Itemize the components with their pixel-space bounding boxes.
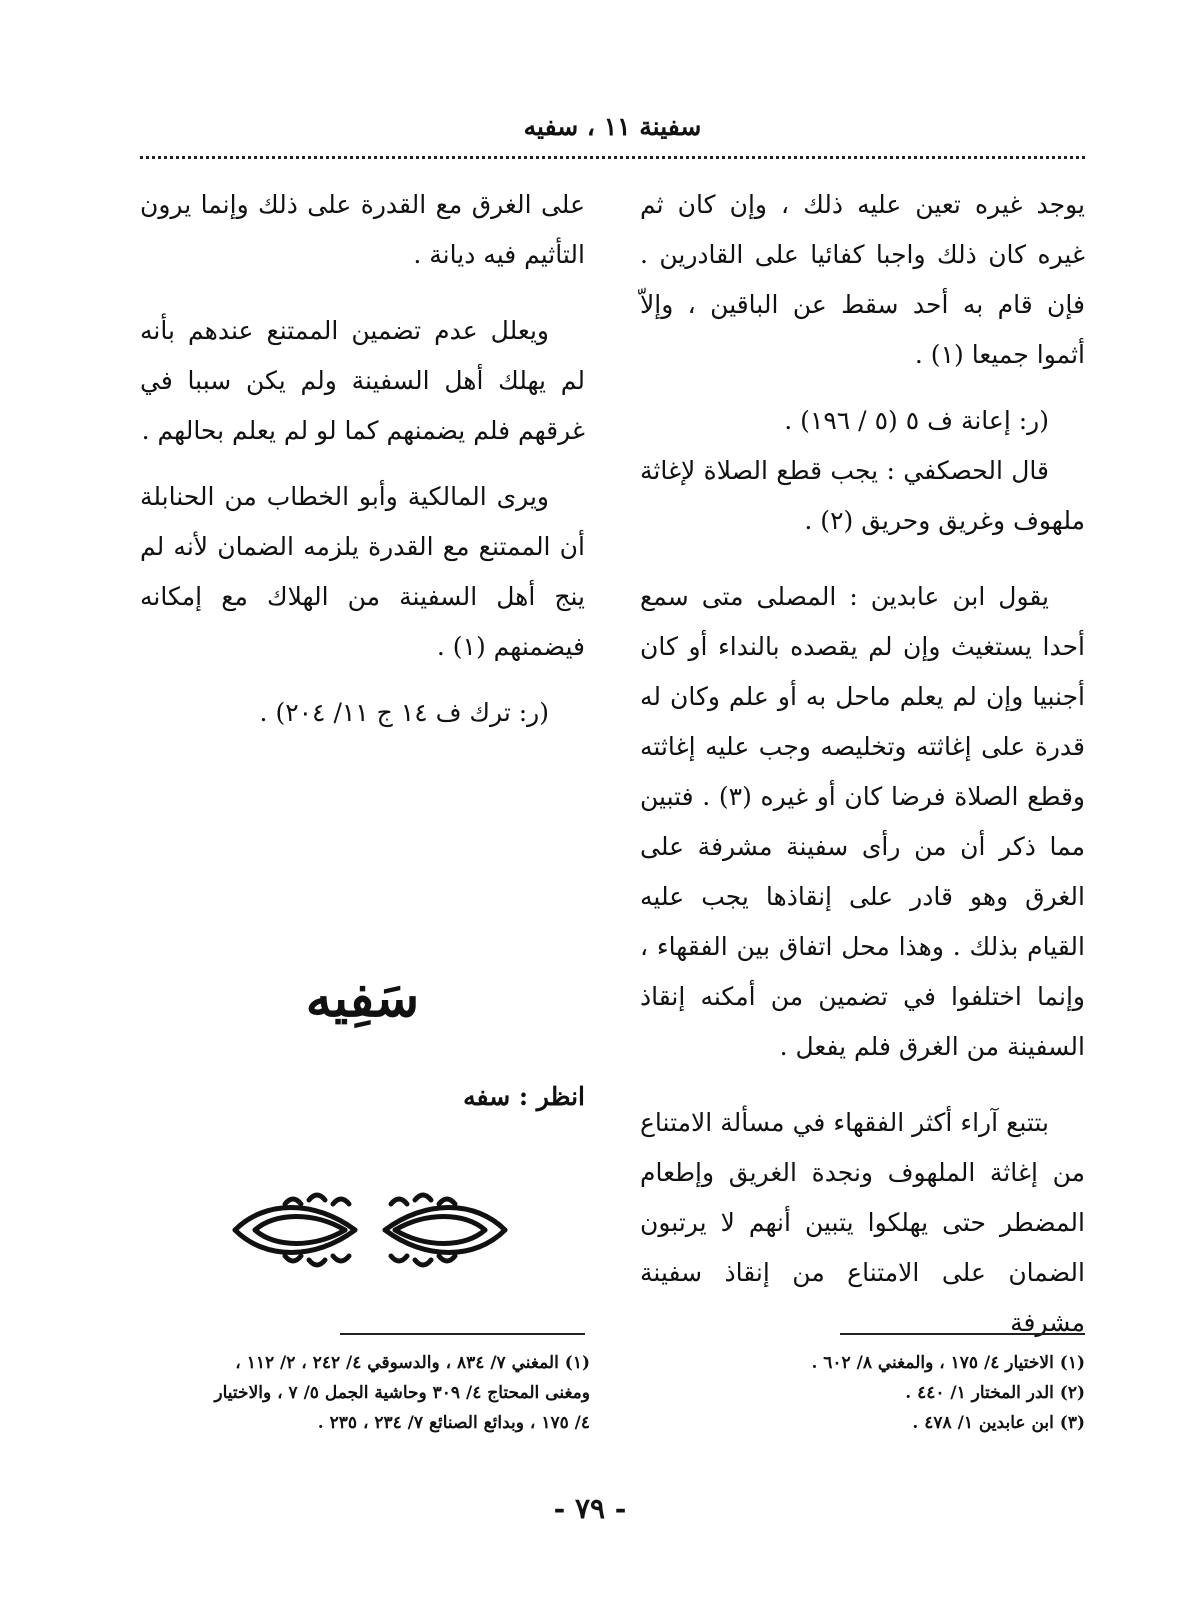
footnotes-left bbox=[140, 1348, 590, 1438]
header-divider bbox=[140, 156, 1085, 159]
footnote: (٣) ابن عابدين ١/ ٤٧٨ . bbox=[912, 1413, 1085, 1433]
footnote: (٢) الدر المختار ١/ ٤٤٠ . bbox=[905, 1383, 1085, 1403]
right-paragraph-3: يقول ابن عابدين : المصلى متى سمع أحدا يستغيث وإن لم يقصده بالنداء أو كان أجنبيا وإن لم يعلم ماحل به أو علم وكان له قدرة على إغاثته وتخليصه وجب عليه إغاثته وقطع الصلاة فرضا كان أو غيره (٣) . فتبين مما ذكر أن من رأى سفينة مشرفة على الغرق وهو قادر على إنقاذها يجب عليه القيام بذلك . وهذا محل اتفاق بين الفقهاء ، وإنما اختلفوا في تضمين من أمكنه إنقاذ السفينة من الغرق فلم يفعل . bbox=[640, 582, 1085, 1061]
right-paragraph-2: قال الحصكفي : يجب قطع الصلاة لإغاثة ملهوف وغريق وحريق (٢) . bbox=[640, 456, 1085, 535]
footnote-rule-left bbox=[340, 1333, 585, 1335]
left-paragraph-1: على الغرق مع القدرة على ذلك وإنما يرون التأثيم فيه ديانة . bbox=[140, 190, 585, 269]
right-paragraph-4: بتتبع آراء أكثر الفقهاء في مسألة الامتناع من إغاثة الملهوف ونجدة الغريق وإطعام المضطر حتى يهلكوا يتبين أنهم لا يرتبون الضمان على الامتناع من إنقاذ سفينة مشرفة bbox=[640, 1108, 1085, 1337]
right-paragraph-1: يوجد غيره تعين عليه ذلك ، وإن كان ثم غيره كان ذلك واجبا كفائيا على القادرين . فإن قام به أحد سقط عن الباقين ، وإلاّ أثموا جميعا (١) . bbox=[640, 190, 1085, 369]
entry-title: سَفِيه bbox=[305, 968, 420, 1029]
right-reference-1: (ر: إعانة ف ٥ (٥ / ١٩٦) . bbox=[784, 406, 1049, 435]
left-paragraph-2: ويعلل عدم تضمين الممتنع عندهم بأنه لم يهلك أهل السفينة ولم يكن سببا في غرقهم فلم يضمنهم كما لو لم يعلم بحالهم . bbox=[140, 316, 585, 445]
page-number: - ٧٩ - bbox=[553, 1492, 627, 1525]
footnotes-right bbox=[640, 1348, 1085, 1438]
footnote: ومغنى المحتاج ٤/ ٣٠٩ وحاشية الجمل ٥/ ٧ ، والاختيار bbox=[214, 1383, 590, 1403]
left-column bbox=[140, 180, 585, 738]
footnote: (١) الاختيار ٤/ ١٧٥ ، والمغني ٨/ ٦٠٢ . bbox=[811, 1353, 1085, 1373]
footnote-rule-right bbox=[840, 1333, 1085, 1335]
footnote: ٤/ ١٧٥ ، وبدائع الصنائع ٧/ ٢٣٤ ، ٢٣٥ . bbox=[317, 1413, 590, 1433]
left-reference: (ر: ترك ف ١٤ ج ١١/ ٢٠٤) . bbox=[259, 698, 549, 727]
see-also-reference: انظر : سفه bbox=[463, 1082, 585, 1111]
right-column bbox=[640, 180, 1085, 1348]
running-head: سفينة ١١ ، سفيه bbox=[523, 112, 702, 141]
footnote: (١) المغني ٧/ ٨٣٤ ، والدسوقي ٤/ ٢٤٢ ، ٢/ ١١٢ ، bbox=[235, 1353, 590, 1373]
ornament-divider-icon bbox=[225, 1190, 515, 1270]
left-paragraph-3: ويرى المالكية وأبو الخطاب من الحنابلة أن الممتنع مع القدرة يلزمه الضمان لأنه لم ينج أهل السفينة من الهلاك مع إمكانه فيضمنهم (١) . bbox=[140, 482, 585, 661]
